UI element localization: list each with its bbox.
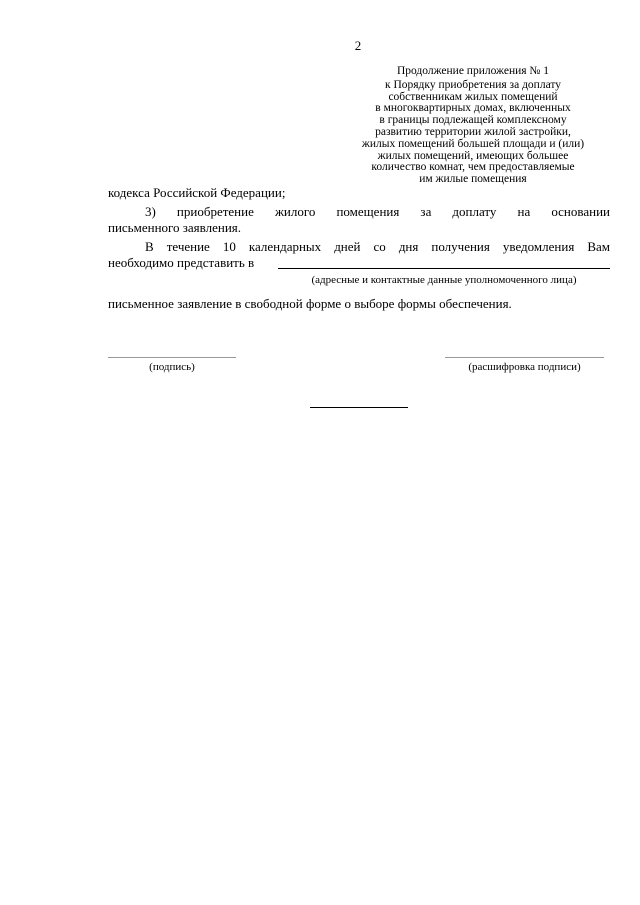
signature-line bbox=[108, 357, 236, 358]
list-item-3: 3) приобретение жилого помещения за доплату на основании bbox=[145, 204, 610, 219]
appendix-line: к Порядку приобретения за доплату bbox=[384, 78, 562, 91]
appendix-line: жилых помещений, имеющих большее bbox=[377, 149, 569, 162]
notice-paragraph-end: письменное заявление в свободной форме о выборе формы обеспечения. bbox=[108, 296, 512, 311]
page-number: 2 bbox=[354, 38, 362, 53]
appendix-title: Продолжение приложения № 1 bbox=[396, 65, 550, 77]
body-text bbox=[108, 0, 610, 905]
appendix-line: им жилые помещения bbox=[419, 173, 527, 186]
signature-name-line bbox=[445, 357, 604, 358]
signature-caption: (подпись) bbox=[149, 361, 195, 373]
notice-paragraph: В течение 10 календарных дней со дня получения уведомления Вам bbox=[145, 239, 610, 254]
appendix-line: собственникам жилых помещений bbox=[388, 90, 558, 103]
end-separator-line bbox=[310, 407, 408, 408]
contact-data-caption: (адресные и контактные данные уполномоченного лица) bbox=[311, 274, 577, 286]
appendix-line: количество комнат, чем предоставляемые bbox=[371, 161, 575, 174]
contact-data-blank-line bbox=[278, 268, 610, 269]
notice-paragraph-continued: необходимо представить в bbox=[108, 255, 255, 270]
appendix-line: в многоквартирных домах, включенных bbox=[375, 102, 571, 115]
list-item-3-continued: письменного заявления. bbox=[108, 220, 242, 235]
appendix-line: жилых помещений большей площади и (или) bbox=[361, 137, 585, 150]
appendix-line: в границы подлежащей комплексному bbox=[379, 114, 567, 127]
appendix-line: развитию территории жилой застройки, bbox=[375, 125, 571, 138]
paragraph-line: кодекса Российской Федерации; bbox=[108, 185, 286, 200]
signature-name-caption: (расшифровка подписи) bbox=[468, 361, 581, 373]
